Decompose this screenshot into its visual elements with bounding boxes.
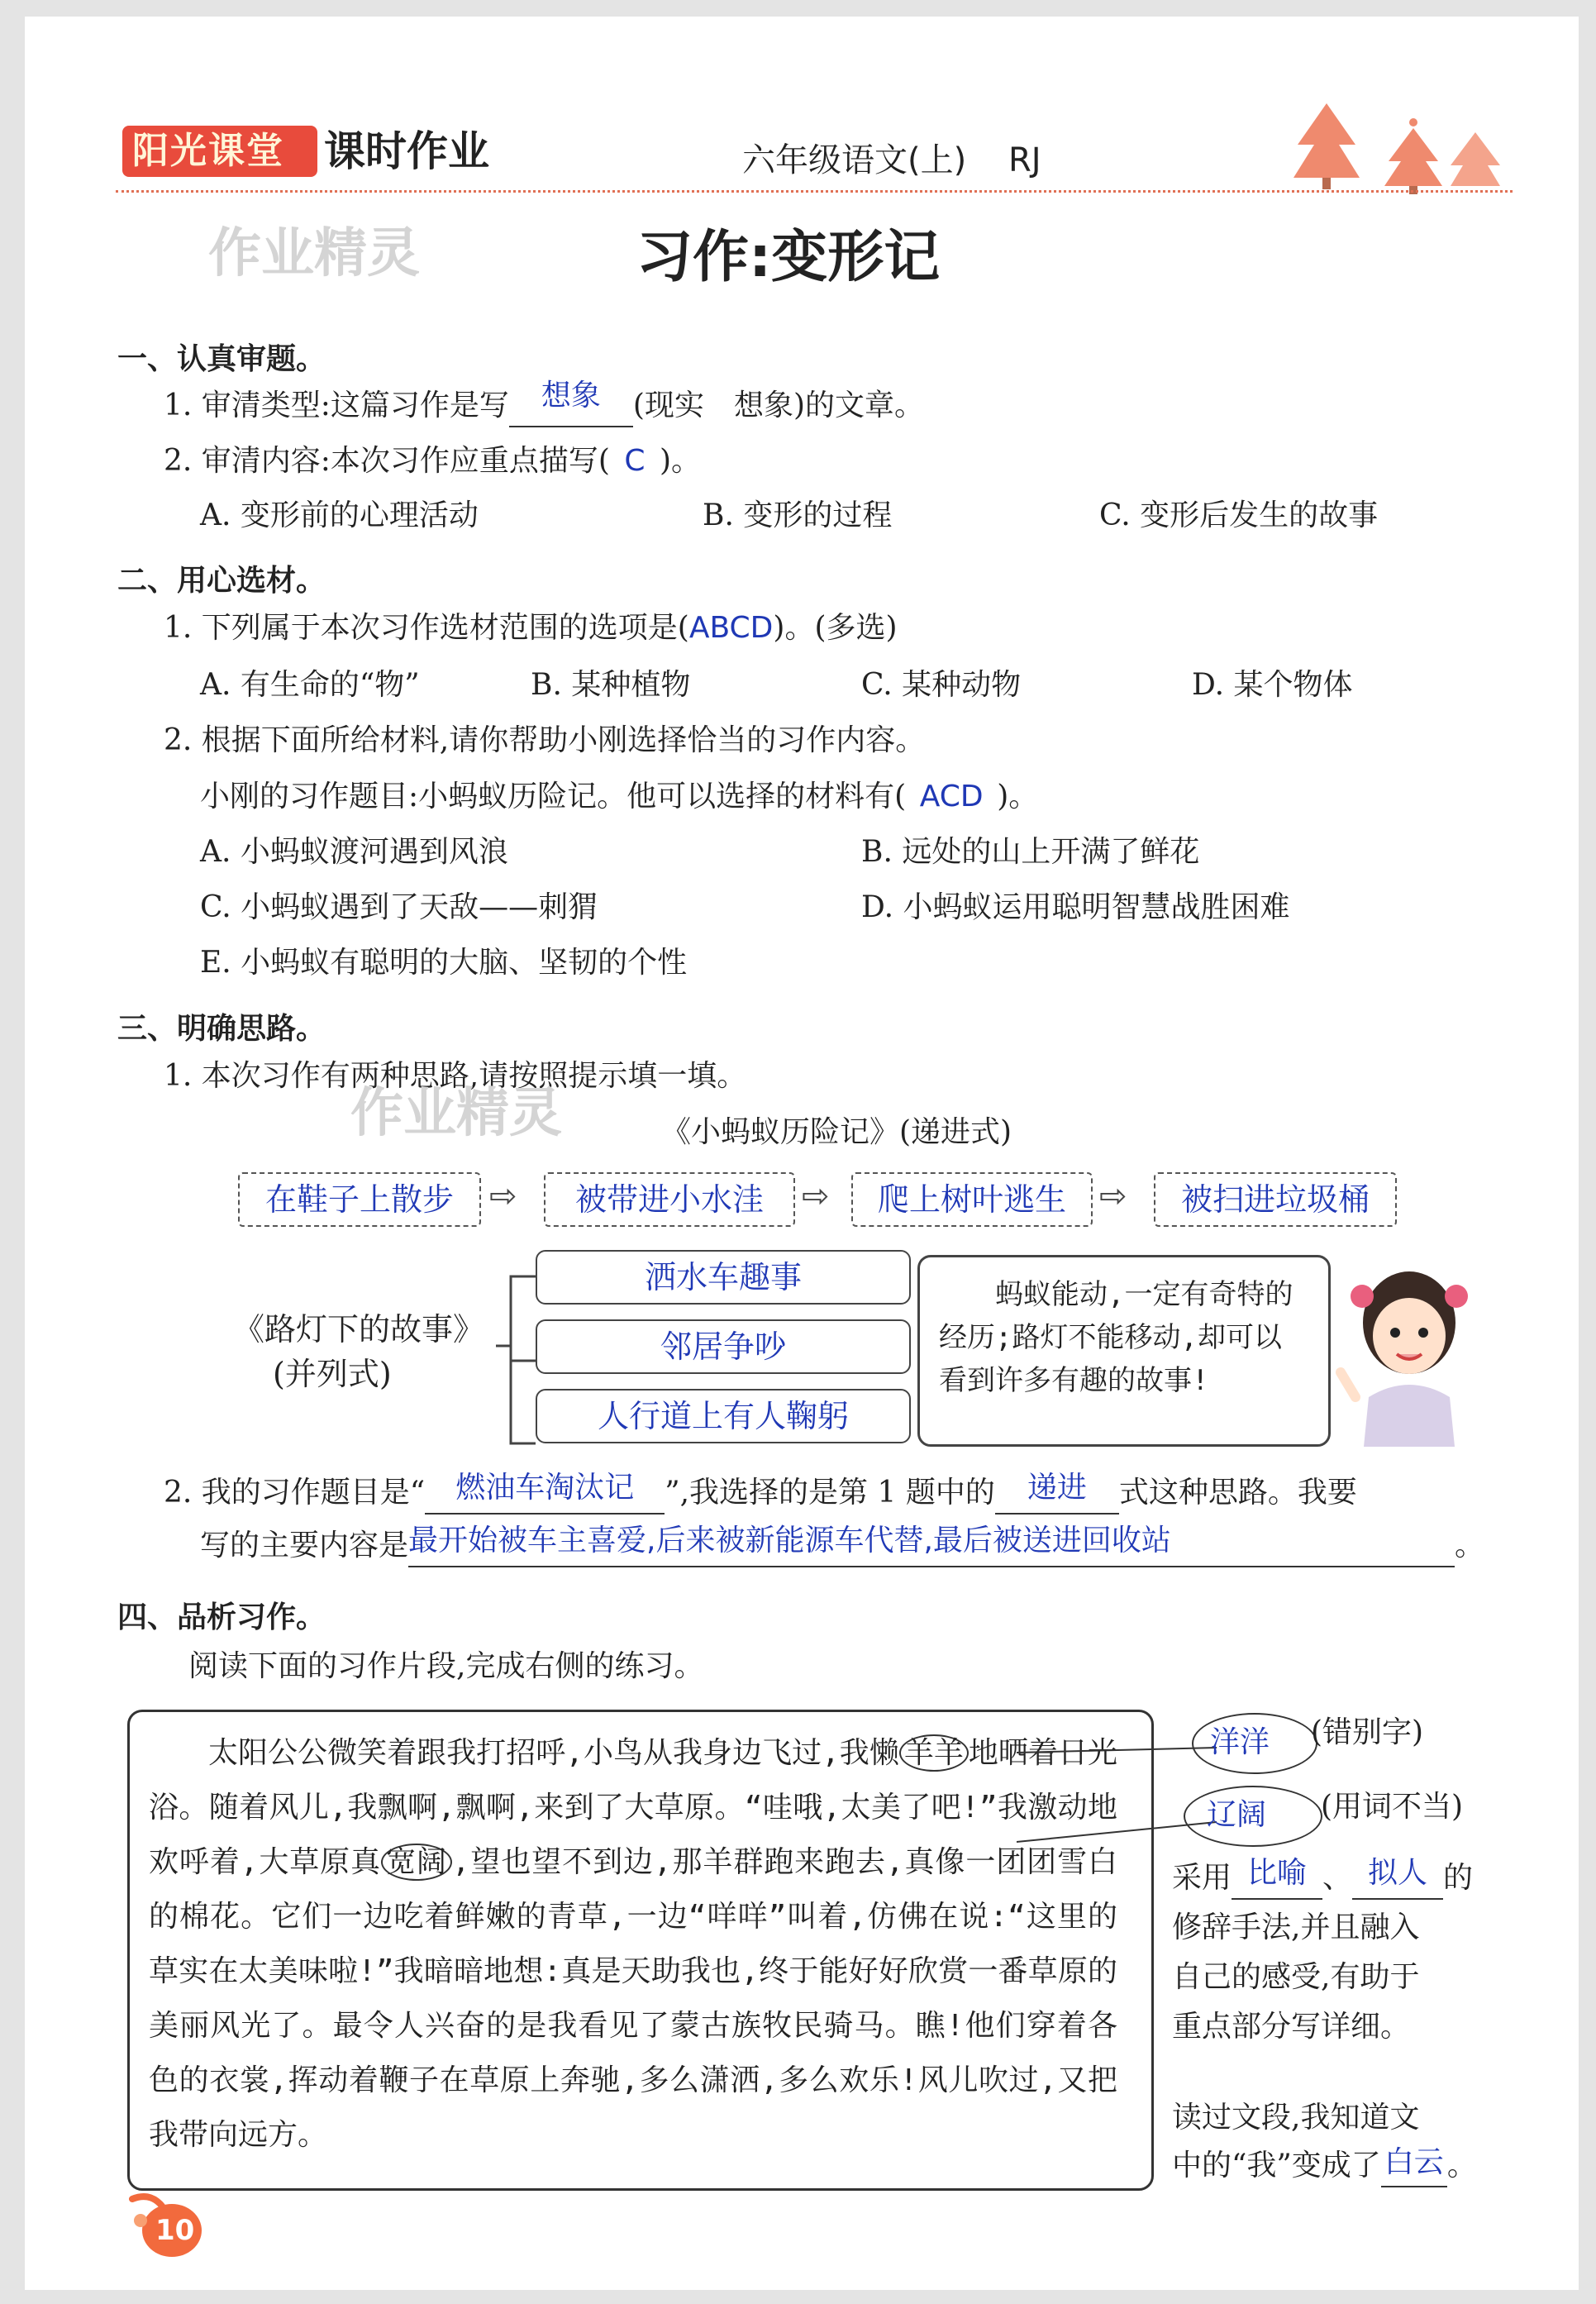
page-number: 10: [155, 2214, 195, 2247]
page-title: 习作:变形记: [636, 225, 941, 290]
passage-part-3: ,望也望不到边,那羊群跑来跑去,真像一团团雪白的棉花。它们一边吃着鲜嫩的青草,一边“咩咩”叫着,仿佛在说:“这里的草实在太美味啦!”我暗暗地想:真是天助我也,终于能好好欣赏一番草原的美丽风光了。最令人兴奋的是我看见了蒙古族牧民骑马。瞧!他们穿着各色的衣裳,挥动着鞭子在草原上奔驰,多么潇洒,多么欢乐!风儿吹过,又把我带向远方。: [149, 1845, 1117, 2152]
parallel-item-1[interactable]: 洒水车趣事: [536, 1250, 911, 1305]
rhetoric-line-4: 重点部分写详细。: [1172, 2010, 1411, 2044]
s2-q2-option-e: E. 小蚂蚁有聪明的大脑、坚韧的个性: [200, 946, 688, 980]
section-3-heading: 三、明确思路。: [117, 1012, 326, 1046]
s3-q1: 1. 本次习作有两种思路,请按照提示填一填。: [164, 1059, 747, 1093]
s3-q2-mode-answer: 递进: [1027, 1471, 1087, 1505]
parallel-title: 《路灯下的故事》: [233, 1311, 485, 1348]
s3-q2-suffix: 式这种思路。我要: [1118, 1476, 1357, 1510]
flow-step-1[interactable]: 在鞋子上散步: [238, 1172, 481, 1227]
s3-q2-content-blank[interactable]: [408, 1526, 1455, 1567]
s1-q1: [164, 379, 925, 427]
rhetoric-line-2: 修辞手法,并且融入: [1172, 1910, 1420, 1944]
rhetoric-suffix: 的: [1443, 1861, 1474, 1895]
section-2-heading: 二、用心选材。: [117, 564, 326, 598]
rhetoric-prefix: 采用: [1172, 1861, 1232, 1895]
s2-q1-option-c: C. 某种动物: [861, 668, 1022, 702]
s2-q2-option-c: C. 小蚂蚁遇到了天敌——刺猬: [200, 890, 598, 924]
flow-title: 《小蚂蚁历险记》(递进式): [661, 1115, 1012, 1149]
s1-q2-option-c: C. 变形后发生的故事: [1099, 498, 1379, 532]
read-line-1: 读过文段,我知道文: [1172, 2101, 1420, 2135]
fix2-note: (用词不当): [1321, 1790, 1464, 1824]
s2-q2-prefix: 小刚的习作题目:小蚂蚁历险记。他可以选择的材料有(: [200, 780, 907, 813]
s3-q2-title-answer: 燃油车淘汰记: [455, 1471, 635, 1505]
parallel-subtitle: (并列式): [273, 1356, 392, 1392]
s2-q1-answer[interactable]: ABCD: [688, 611, 774, 645]
flow-step-3[interactable]: 爬上树叶逃生: [851, 1172, 1093, 1227]
edition: RJ: [1008, 141, 1041, 179]
read-answer: 白云: [1384, 2145, 1444, 2179]
s2-q2-line1: 2. 根据下面所给材料,请你帮助小刚选择恰当的习作内容。: [164, 723, 926, 757]
s2-q1-suffix: )。(多选): [773, 611, 898, 645]
s2-q1-option-b: B. 某种植物: [531, 668, 691, 702]
s1-q2: [164, 441, 701, 481]
s1-q2-answer[interactable]: C: [624, 444, 646, 478]
s1-q2-option-b: B. 变形的过程: [703, 498, 893, 532]
fix1-note: (错别字): [1311, 1715, 1424, 1749]
s1-q1-answer: 想象: [541, 379, 601, 413]
s2-q1: [164, 608, 898, 648]
section-4-heading: 四、品析习作。: [117, 1600, 326, 1634]
s3-q2-line2-prefix: 写的主要内容是: [200, 1529, 409, 1562]
s1-q1-blank[interactable]: [509, 379, 633, 427]
s2-q1-option-a: A. 有生命的“物”: [200, 668, 420, 702]
fix2-answer[interactable]: 辽阔: [1207, 1798, 1267, 1832]
passage-circled-2: 宽阔: [381, 1844, 452, 1881]
header-divider: [116, 190, 1513, 193]
s2-q1-prefix: 1. 下列属于本次习作选材范围的选项是(: [164, 611, 689, 645]
grade-subject: 六年级语文(上): [742, 141, 967, 179]
flow-arrow-icon: ⇨: [489, 1177, 517, 1215]
trees-decoration-icon: [1289, 99, 1513, 198]
read-prefix: 中的“我”变成了: [1172, 2149, 1381, 2182]
flow-arrow-icon: ⇨: [1099, 1177, 1127, 1215]
girl-avatar-icon: [1331, 1257, 1479, 1447]
s3-q2-end: 。: [1455, 1529, 1485, 1562]
s1-q1-prefix: 1. 审清类型:这篇习作是写: [164, 389, 509, 422]
rhetoric-answer-2: 拟人: [1368, 1856, 1428, 1890]
passage-circled-1: 羊羊: [899, 1734, 969, 1772]
watermark-2: 作业精灵: [350, 1083, 562, 1144]
s1-q2-suffix: )。: [659, 444, 702, 478]
passage-part-1: 太阳公公微笑着跟我打招呼,小鸟从我身边飞过,我懒: [208, 1736, 899, 1770]
watermark: 作业精灵: [208, 223, 420, 284]
s2-q2-option-b: B. 远处的山上开满了鲜花: [861, 835, 1200, 869]
s2-q2-suffix: )。: [997, 780, 1039, 813]
rhetoric-answer-1: 比喻: [1247, 1856, 1308, 1890]
section-1-heading: 一、认真审题。: [117, 342, 326, 376]
s2-q1-option-d: D. 某个物体: [1192, 668, 1353, 702]
parallel-item-2[interactable]: 邻居争吵: [536, 1319, 911, 1374]
s2-q2-line2: [200, 777, 1038, 817]
s3-q2-content-answer: 最开始被车主喜爱,后来被新能源车代替,最后被送进回收站: [408, 1524, 1171, 1557]
read-blank[interactable]: [1381, 2146, 1447, 2187]
s2-q2-answer[interactable]: ACD: [919, 780, 984, 813]
s4-intro: 阅读下面的习作片段,完成右侧的练习。: [188, 1649, 704, 1683]
flow-step-2[interactable]: 被带进小水洼: [544, 1172, 795, 1227]
series-title: 课时作业: [324, 127, 489, 175]
s1-q1-suffix: (现实 想象)的文章。: [632, 389, 925, 422]
s3-q2-title-blank[interactable]: [425, 1473, 665, 1515]
flow-step-4[interactable]: 被扫进垃圾桶: [1154, 1172, 1397, 1227]
read-line-2: [1172, 2146, 1477, 2187]
passage-text: [149, 1726, 1117, 2163]
s3-q2-prefix: 2. 我的习作题目是“: [164, 1476, 426, 1510]
s3-q2-mode-blank[interactable]: [995, 1473, 1119, 1515]
s2-q2-option-d: D. 小蚂蚁运用聪明智慧战胜困难: [861, 890, 1290, 924]
parallel-item-3[interactable]: 人行道上有人鞠躬: [536, 1389, 911, 1443]
s3-q2-middle: ”,我选择的是第 1 题中的: [665, 1476, 995, 1510]
s1-q2-prefix: 2. 审清内容:本次习作应重点描写(: [164, 444, 610, 478]
rhetoric-line-3: 自己的感受,有助于: [1172, 1960, 1420, 1994]
flow-arrow-icon: ⇨: [802, 1177, 830, 1215]
s3-q2-line2: [200, 1526, 1484, 1567]
brand-text: 阳光课堂: [132, 130, 284, 172]
rhetoric-separator: 、: [1322, 1861, 1353, 1895]
rhetoric-line: [1172, 1858, 1473, 1900]
rhetoric-blank-2[interactable]: [1352, 1858, 1443, 1900]
passage-part-2: 地晒着日光浴。随着风儿,我飘啊,飘啊,来到了大草原。“哇哦,太美了吧!”我激动地欢呼着,大草原真: [149, 1736, 1117, 1879]
speech-bubble-text: 蚂蚁能动,一定有奇特的经历;路灯不能移动,却可以看到许多有趣的故事!: [939, 1278, 1293, 1397]
s2-q2-option-a: A. 小蚂蚁渡河遇到风浪: [200, 835, 508, 869]
s3-q2-line1: [164, 1473, 1357, 1515]
read-end: 。: [1446, 2149, 1477, 2182]
rhetoric-blank-1[interactable]: [1232, 1858, 1322, 1900]
workbook-page: [25, 17, 1579, 2290]
s1-q2-option-a: A. 变形前的心理活动: [200, 498, 479, 532]
fix1-answer[interactable]: 洋洋: [1210, 1725, 1270, 1759]
